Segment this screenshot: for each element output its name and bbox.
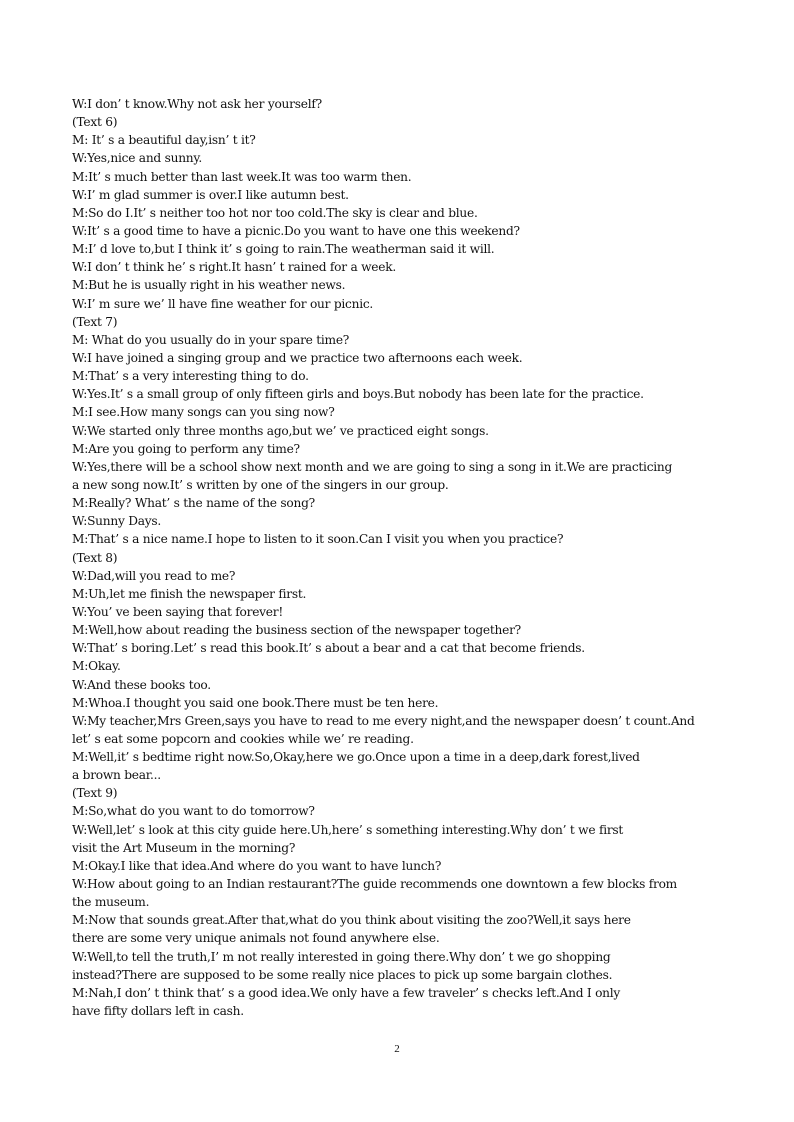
transcript-line: W:Yes,there will be a school show next month and we are going to sing a song in it.We are practicing — [72, 459, 673, 474]
transcript-line: M:Really? What’ s the name of the song? — [72, 496, 315, 511]
transcript-line: W:Yes,nice and sunny. — [72, 151, 203, 166]
transcript-line: W:I have joined a singing group and we practice two afternoons each week. — [72, 350, 523, 365]
transcript-line: W:My teacher,Mrs Green,says you have to read to me every night,and the newspaper doesn’ t count.And — [72, 713, 695, 728]
section-heading: (Text 6) — [72, 115, 118, 130]
transcript-line: W:Well,let’ s look at this city guide here.Uh,here’ s something interesting.Why don’ t we first — [72, 822, 624, 837]
transcript-line: visit the Art Museum in the morning? — [72, 840, 296, 855]
transcript-line: M:Now that sounds great.After that,what do you think about visiting the zoo?Well,it says here — [72, 913, 631, 928]
transcript-line: M:It’ s much better than last week.It was too warm then. — [72, 169, 412, 184]
transcript-body — [72, 95, 724, 1020]
transcript-line: W:We started only three months ago,but we’ ve practiced eight songs. — [72, 423, 489, 438]
transcript-line: M:Are you going to perform any time? — [72, 441, 300, 456]
transcript-line: M:That’ s a nice name.I hope to listen to it soon.Can I visit you when you practice? — [72, 532, 564, 547]
transcript-line: W:You’ ve been saying that forever! — [72, 604, 283, 619]
section-heading: (Text 7) — [72, 314, 118, 329]
transcript-line: W:Sunny Days. — [72, 514, 162, 529]
transcript-line: W:I don’ t think he’ s right.It hasn’ t rained for a week. — [72, 260, 396, 275]
transcript-line: W:I’ m sure we’ ll have fine weather for our picnic. — [72, 296, 374, 311]
transcript-line: M:I’ d love to,but I think it’ s going to rain.The weatherman said it will. — [72, 242, 495, 257]
transcript-line: M:Okay. — [72, 659, 121, 674]
transcript-line: M:But he is usually right in his weather news. — [72, 278, 346, 293]
transcript-line: M:Well,how about reading the business section of the newspaper together? — [72, 623, 521, 638]
transcript-line: M:I see.How many songs can you sing now? — [72, 405, 335, 420]
transcript-line: M:That’ s a very interesting thing to do. — [72, 369, 309, 384]
section-heading: (Text 9) — [72, 786, 118, 801]
transcript-line: W:Yes.It’ s a small group of only fifteen girls and boys.But nobody has been late for the practice. — [72, 387, 644, 402]
transcript-line: M:So do I.It’ s neither too hot nor too cold.The sky is clear and blue. — [72, 205, 478, 220]
transcript-line: M:Uh,let me finish the newspaper first. — [72, 586, 307, 601]
transcript-line: W:And these books too. — [72, 677, 211, 692]
transcript-line: instead?There are supposed to be some really nice places to pick up some bargain clothes. — [72, 967, 613, 982]
page-number: 2 — [394, 1043, 400, 1055]
transcript-line: the museum. — [72, 895, 150, 910]
transcript-line: M:Well,it’ s bedtime right now.So,Okay,here we go.Once upon a time in a deep,dark forest,lived — [72, 750, 640, 765]
transcript-line: M: What do you usually do in your spare time? — [72, 332, 350, 347]
transcript-line: W:It’ s a good time to have a picnic.Do you want to have one this weekend? — [72, 223, 520, 238]
transcript-line: W:I don’ t know.Why not ask her yourself? — [72, 97, 322, 111]
transcript-line: M: It’ s a beautiful day,isn’ t it? — [72, 133, 256, 148]
transcript-line: W:I’ m glad summer is over.I like autumn best. — [72, 187, 349, 202]
transcript-line: W:Dad,will you read to me? — [72, 568, 236, 583]
transcript-line: a new song now.It’ s written by one of the singers in our group. — [72, 477, 449, 492]
transcript-line: M:Okay.I like that idea.And where do you want to have lunch? — [72, 858, 442, 873]
transcript-line: let’ s eat some popcorn and cookies while we’ re reading. — [72, 731, 414, 746]
transcript-line: a brown bear... — [72, 768, 161, 783]
transcript-line: W:That’ s boring.Let’ s read this book.It’ s about a bear and a cat that become friends. — [72, 641, 585, 656]
transcript-line: W:Well,to tell the truth,I’ m not really interested in going there.Why don’ t we go shopping — [72, 949, 611, 964]
transcript-line: have fifty dollars left in cash. — [72, 1004, 244, 1019]
section-heading: (Text 8) — [72, 550, 118, 565]
transcript-line: there are some very unique animals not found anywhere else. — [72, 931, 440, 946]
transcript-line: M:Whoa.I thought you said one book.There must be ten here. — [72, 695, 439, 710]
transcript-line: M:Nah,I don’ t think that’ s a good idea.We only have a few traveler’ s checks left.And I only — [72, 985, 621, 1000]
transcript-line: M:So,what do you want to do tomorrow? — [72, 804, 315, 819]
transcript-line: W:How about going to an Indian restaurant?The guide recommends one downtown a few blocks from — [72, 877, 677, 892]
